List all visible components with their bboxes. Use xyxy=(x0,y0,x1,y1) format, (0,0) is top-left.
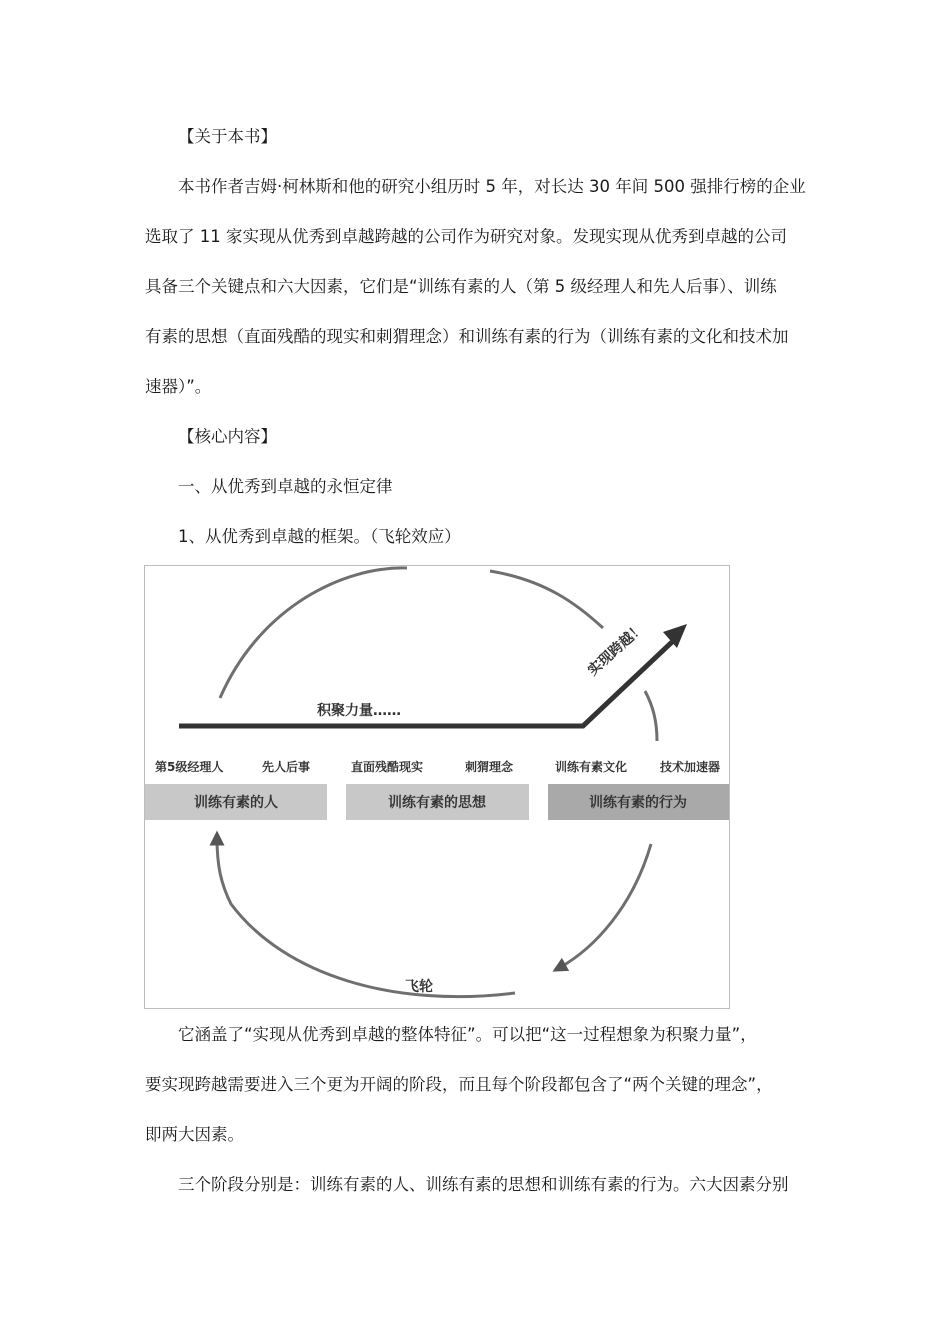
section-heading-core: 【核心内容】 xyxy=(178,427,277,446)
stage-label-thought: 训练有素的思想 xyxy=(388,795,486,811)
factor-confront-facts: 直面残酷现实 xyxy=(351,760,424,774)
flywheel-arc-top-right xyxy=(490,571,603,628)
factor-tech-accelerator: 技术加速器 xyxy=(660,760,721,774)
stage-label-action: 训练有素的行为 xyxy=(589,795,687,811)
factor-hedgehog: 刺猬理念 xyxy=(465,760,514,774)
flywheel-arc-right xyxy=(645,691,657,741)
paragraph-line: 即两大因素。 xyxy=(145,1125,244,1144)
paragraph-line: 本书作者吉姆·柯林斯和他的研究小组历时 5 年，对长达 30 年间 500 强排行榜的企业 xyxy=(178,177,806,196)
paragraph-line: 具备三个关键点和六大因素，它们是“训练有素的人（第 5 级经理人和先人后事）、训练 xyxy=(145,277,777,296)
subheading-eternal-law: 一、从优秀到卓越的永恒定律 xyxy=(178,477,393,496)
stage-label-people: 训练有素的人 xyxy=(194,795,278,811)
paragraph-line: 有素的思想（直面残酷的现实和刺猬理念）和训练有素的行为（训练有素的文化和技术加 xyxy=(145,327,789,346)
paragraph-line: 它涵盖了“实现从优秀到卓越的整体特征”。可以把“这一过程想象为积聚力量”， xyxy=(178,1025,757,1044)
paragraph-line: 选取了 11 家实现从优秀到卓越跨越的公司作为研究对象。发现实现从优秀到卓越的公司 xyxy=(145,227,787,246)
paragraph-line: 速器）”。 xyxy=(145,377,212,396)
accumulate-label: 积聚力量…… xyxy=(317,703,401,719)
flywheel-arc-bottom-right xyxy=(559,844,651,968)
flywheel-arc-top xyxy=(220,568,407,698)
flywheel-arc-bottom-left xyxy=(217,838,515,997)
factor-first-who: 先人后事 xyxy=(262,760,311,774)
breakthrough-label: 实现跨越！ xyxy=(584,620,648,679)
factor-level5-leader: 第5级经理人 xyxy=(155,760,224,774)
section-heading-about: 【关于本书】 xyxy=(178,127,277,146)
flywheel-diagram xyxy=(144,565,730,1009)
paragraph-line: 要实现跨越需要进入三个更为开阔的阶段，而且每个阶段都包含了“两个关键的理念”， xyxy=(145,1075,773,1094)
flywheel-label: 飞轮 xyxy=(405,979,433,995)
flywheel-diagram-svg xyxy=(145,566,729,1008)
subheading-framework: 1、从优秀到卓越的框架。（飞轮效应） xyxy=(178,527,461,546)
factor-discipline-culture: 训练有素文化 xyxy=(555,760,628,774)
paragraph-line: 三个阶段分别是：训练有素的人、训练有素的思想和训练有素的行为。六大因素分别 xyxy=(178,1175,789,1194)
